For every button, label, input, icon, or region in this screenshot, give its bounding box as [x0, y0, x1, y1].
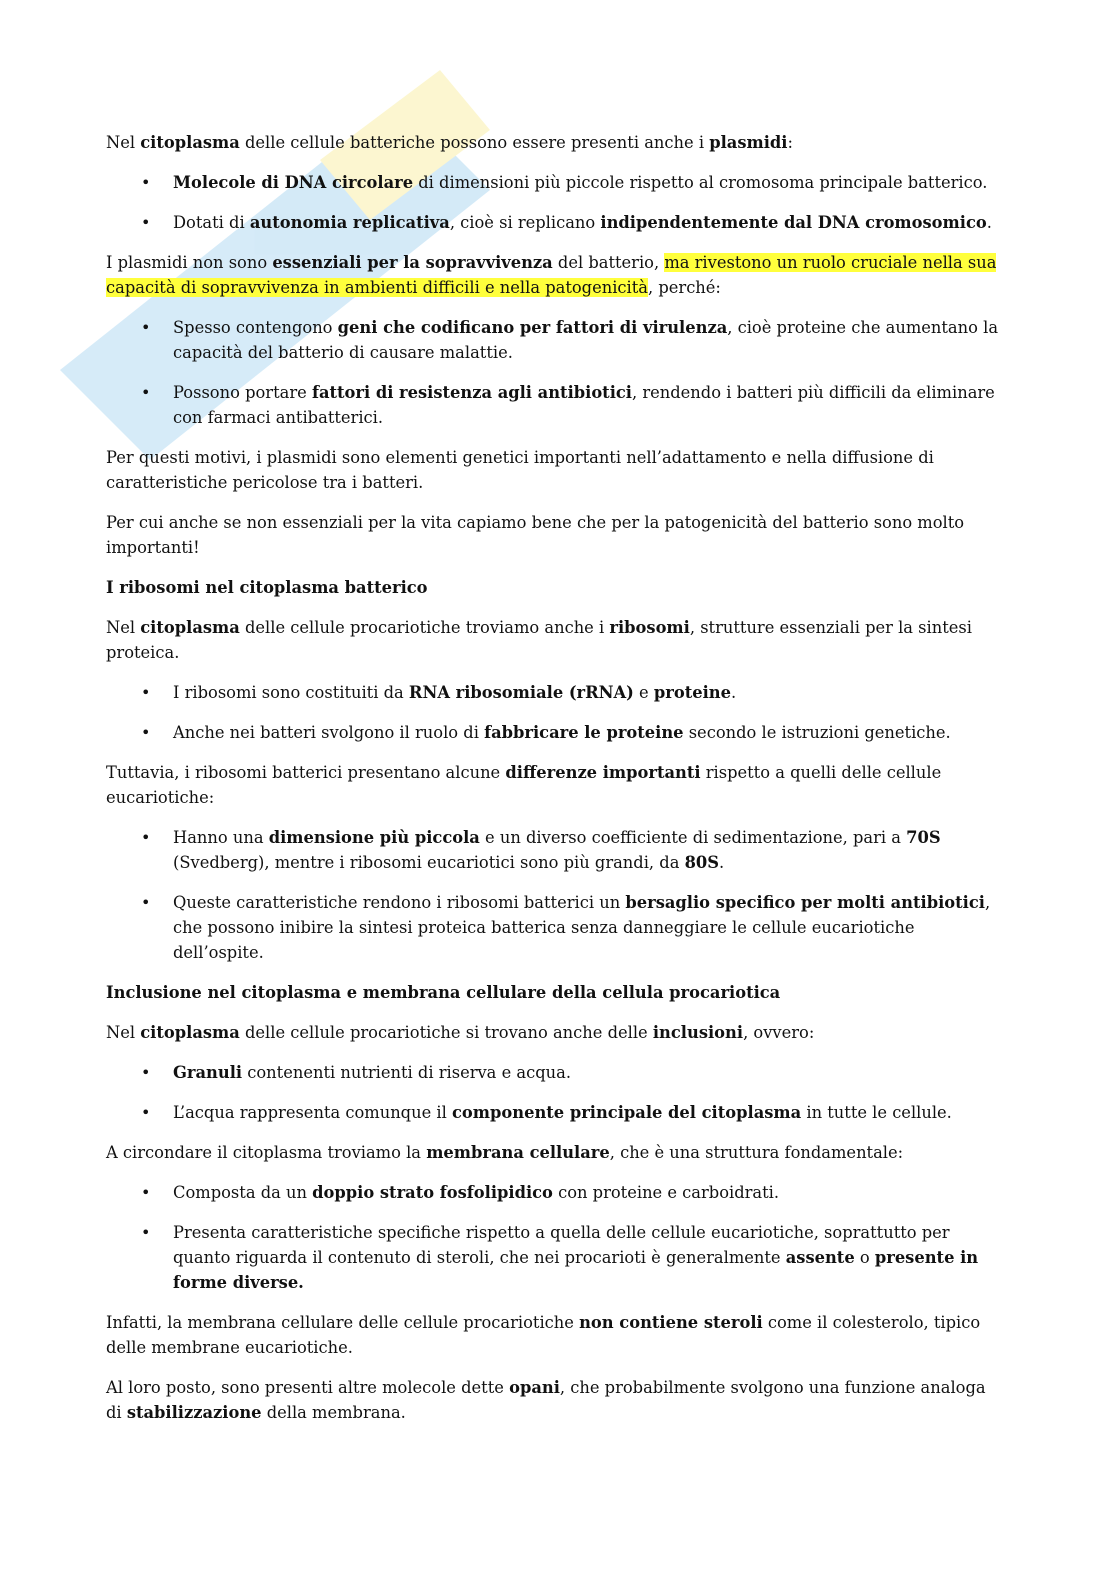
list-item: • Possono portare fattori di resistenza agli antibiotici, rendendo i batteri più difficili da eliminare con farmaci antibatterici. — [106, 380, 1006, 430]
list-item: • Dotati di autonomia replicativa, cioè si replicano indipendentemente dal DNA cromosomico. — [106, 210, 1006, 235]
ribosomi-differences-list — [106, 825, 1006, 965]
section-heading-ribosomi: I ribosomi nel citoplasma batterico — [106, 578, 428, 597]
ribosomi-intro: Nel citoplasma delle cellule procariotiche troviamo anche i ribosomi, strutture essenziali per la sintesi proteica. — [106, 618, 972, 662]
list-item: • I ribosomi sono costituiti da RNA ribosomiale (rRNA) e proteine. — [106, 680, 1006, 705]
list-item: • Hanno una dimensione più piccola e un diverso coefficiente di sedimentazione, pari a 70S (Svedberg), mentre i ribosomi eucariotici sono più grandi, da 80S. — [106, 825, 1006, 875]
opani-paragraph: Al loro posto, sono presenti altre molecole dette opani, che probabilmente svolgono una funzione analoga di stabilizzazione della membrana. — [106, 1378, 986, 1422]
inclusioni-intro: Nel citoplasma delle cellule procariotiche si trovano anche delle inclusioni, ovvero: — [106, 1023, 815, 1042]
list-item: • Granuli contenenti nutrienti di riserva e acqua. — [106, 1060, 1006, 1085]
list-item: • Anche nei batteri svolgono il ruolo di fabbricare le proteine secondo le istruzioni genetiche. — [106, 720, 1006, 745]
document-body — [106, 130, 1006, 1440]
ribosomi-list — [106, 680, 1006, 745]
membrana-intro: A circondare il citoplasma troviamo la membrana cellulare, che è una struttura fondamentale: — [106, 1143, 904, 1162]
inclusioni-list — [106, 1060, 1006, 1125]
list-item: • L’acqua rappresenta comunque il componente principale del citoplasma in tutte le cellule. — [106, 1100, 1006, 1125]
list-item: • Molecole di DNA circolare di dimensioni più piccole rispetto al cromosoma principale batterico. — [106, 170, 1006, 195]
section-heading-inclusione: Inclusione nel citoplasma e membrana cellulare della cellula procariotica — [106, 983, 781, 1002]
plasmidi-importance: I plasmidi non sono essenziali per la sopravvivenza del batterio, ma rivestono un ruolo cruciale nella sua capacità di sopravvivenza in ambienti difficili e nella patogenicità, perché: — [106, 253, 997, 297]
paragraph: Per cui anche se non essenziali per la vita capiamo bene che per la patogenicità del batterio sono molto importanti! — [106, 513, 965, 557]
list-item: • Queste caratteristiche rendono i ribosomi batterici un bersaglio specifico per molti antibiotici, che possono inibire la sintesi proteica batterica senza danneggiare le cellule eucariotiche dell’ospite. — [106, 890, 1006, 965]
list-item: • Composta da un doppio strato fosfolipidico con proteine e carboidrati. — [106, 1180, 1006, 1205]
paragraph: Per questi motivi, i plasmidi sono elementi genetici importanti nell’adattamento e nella diffusione di caratteristiche pericolose tra i batteri. — [106, 448, 934, 492]
highlighted-text: ma rivestono un ruolo cruciale nella sua capacità di sopravvivenza in ambienti difficili e nella patogenicità — [106, 253, 997, 297]
list-item: • Spesso contengono geni che codificano per fattori di virulenza, cioè proteine che aumentano la capacità del batterio di causare malattie. — [106, 315, 1006, 365]
plasmidi-list — [106, 170, 1006, 235]
membrana-list — [106, 1180, 1006, 1295]
steroli-paragraph: Infatti, la membrana cellulare delle cellule procariotiche non contiene steroli come il colesterolo, tipico delle membrane eucariotiche. — [106, 1313, 981, 1357]
ribosomi-differences: Tuttavia, i ribosomi batterici presentano alcune differenze importanti rispetto a quelli delle cellule eucariotiche: — [106, 763, 942, 807]
plasmidi-intro: Nel citoplasma delle cellule batteriche possono essere presenti anche i plasmidi: — [106, 133, 793, 152]
list-item: • Presenta caratteristiche specifiche rispetto a quella delle cellule eucariotiche, soprattutto per quanto riguarda il contenuto di steroli, che nei procarioti è generalmente assente o presente in forme diverse. — [106, 1220, 1006, 1295]
plasmidi-reasons-list — [106, 315, 1006, 430]
